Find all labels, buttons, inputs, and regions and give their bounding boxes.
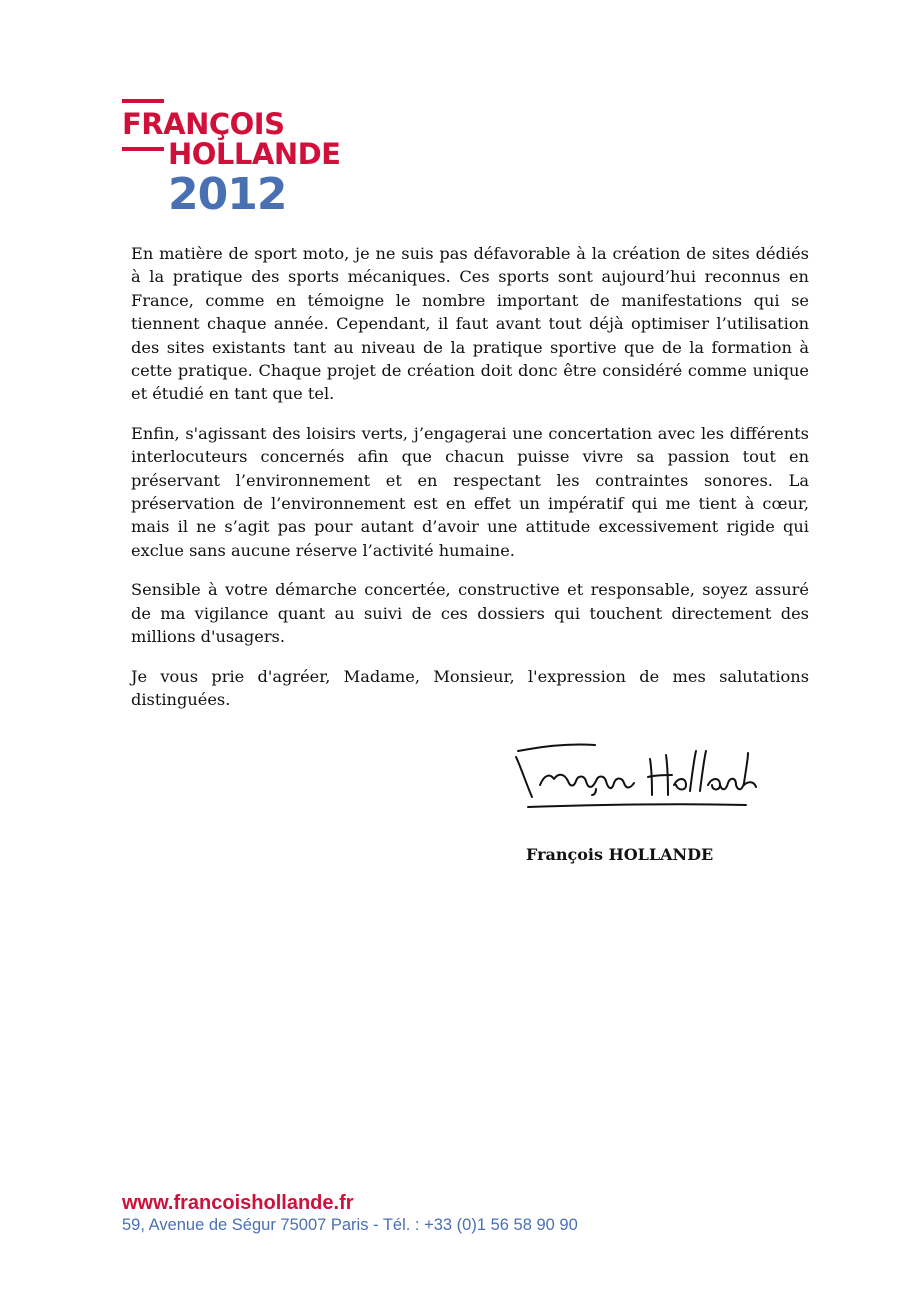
letter-body <box>131 242 809 727</box>
logo-line-first-name: FRANÇOIS <box>122 107 285 141</box>
logo-line-last-name: HOLLANDE <box>168 137 341 171</box>
footer-website-link[interactable]: www.francoishollande.fr <box>122 1192 354 1214</box>
signer-name: François HOLLANDE <box>526 845 714 864</box>
logo-year: 2012 <box>168 169 287 220</box>
campaign-logo <box>122 99 372 224</box>
logo-accent-bar-middle <box>122 147 164 151</box>
footer-address: 59, Avenue de Ségur 75007 Paris - Tél. : +33 (0)1 56 58 90 90 <box>122 1216 578 1234</box>
letter-paragraph-3: Sensible à votre démarche concertée, constructive et responsable, soyez assuré de ma vigilance quant au suivi de ces dossiers qui touchent directement des millions d'usagers. <box>131 580 809 647</box>
letter-paragraph-4: Je vous prie d'agréer, Madame, Monsieur, l'expression de mes salutations distinguées. <box>131 666 809 709</box>
handwritten-signature <box>510 735 760 815</box>
letter-paragraph-1: En matière de sport moto, je ne suis pas défavorable à la création de sites dédiés à la pratique des sports mécaniques. Ces sports sont aujourd’hui reconnus en France, comme en témoigne le nombre important de manifestations qui se tiennent chaque année. Cependant, il faut avant tout déjà optimiser l’utilisation des sites existants tant au niveau de la pratique sportive que de la formation à cette pratique. Chaque projet de création doit donc être considéré comme unique et étudié en tant que tel. <box>131 244 809 404</box>
logo-accent-bar-top <box>122 99 164 103</box>
letter-paragraph-2: Enfin, s'agissant des loisirs verts, j’engagerai une concertation avec les différents interlocuteurs concernés afin que chacun puisse vivre sa passion tout en préservant l’environnement et en respectant les contraintes sonores. La préservation de l’environnement est en effet un impératif qui me tient à cœur, mais il ne s’agit pas pour autant d’avoir une attitude excessivement rigide qui exclue sans aucune réserve l’activité humaine. <box>131 423 809 560</box>
